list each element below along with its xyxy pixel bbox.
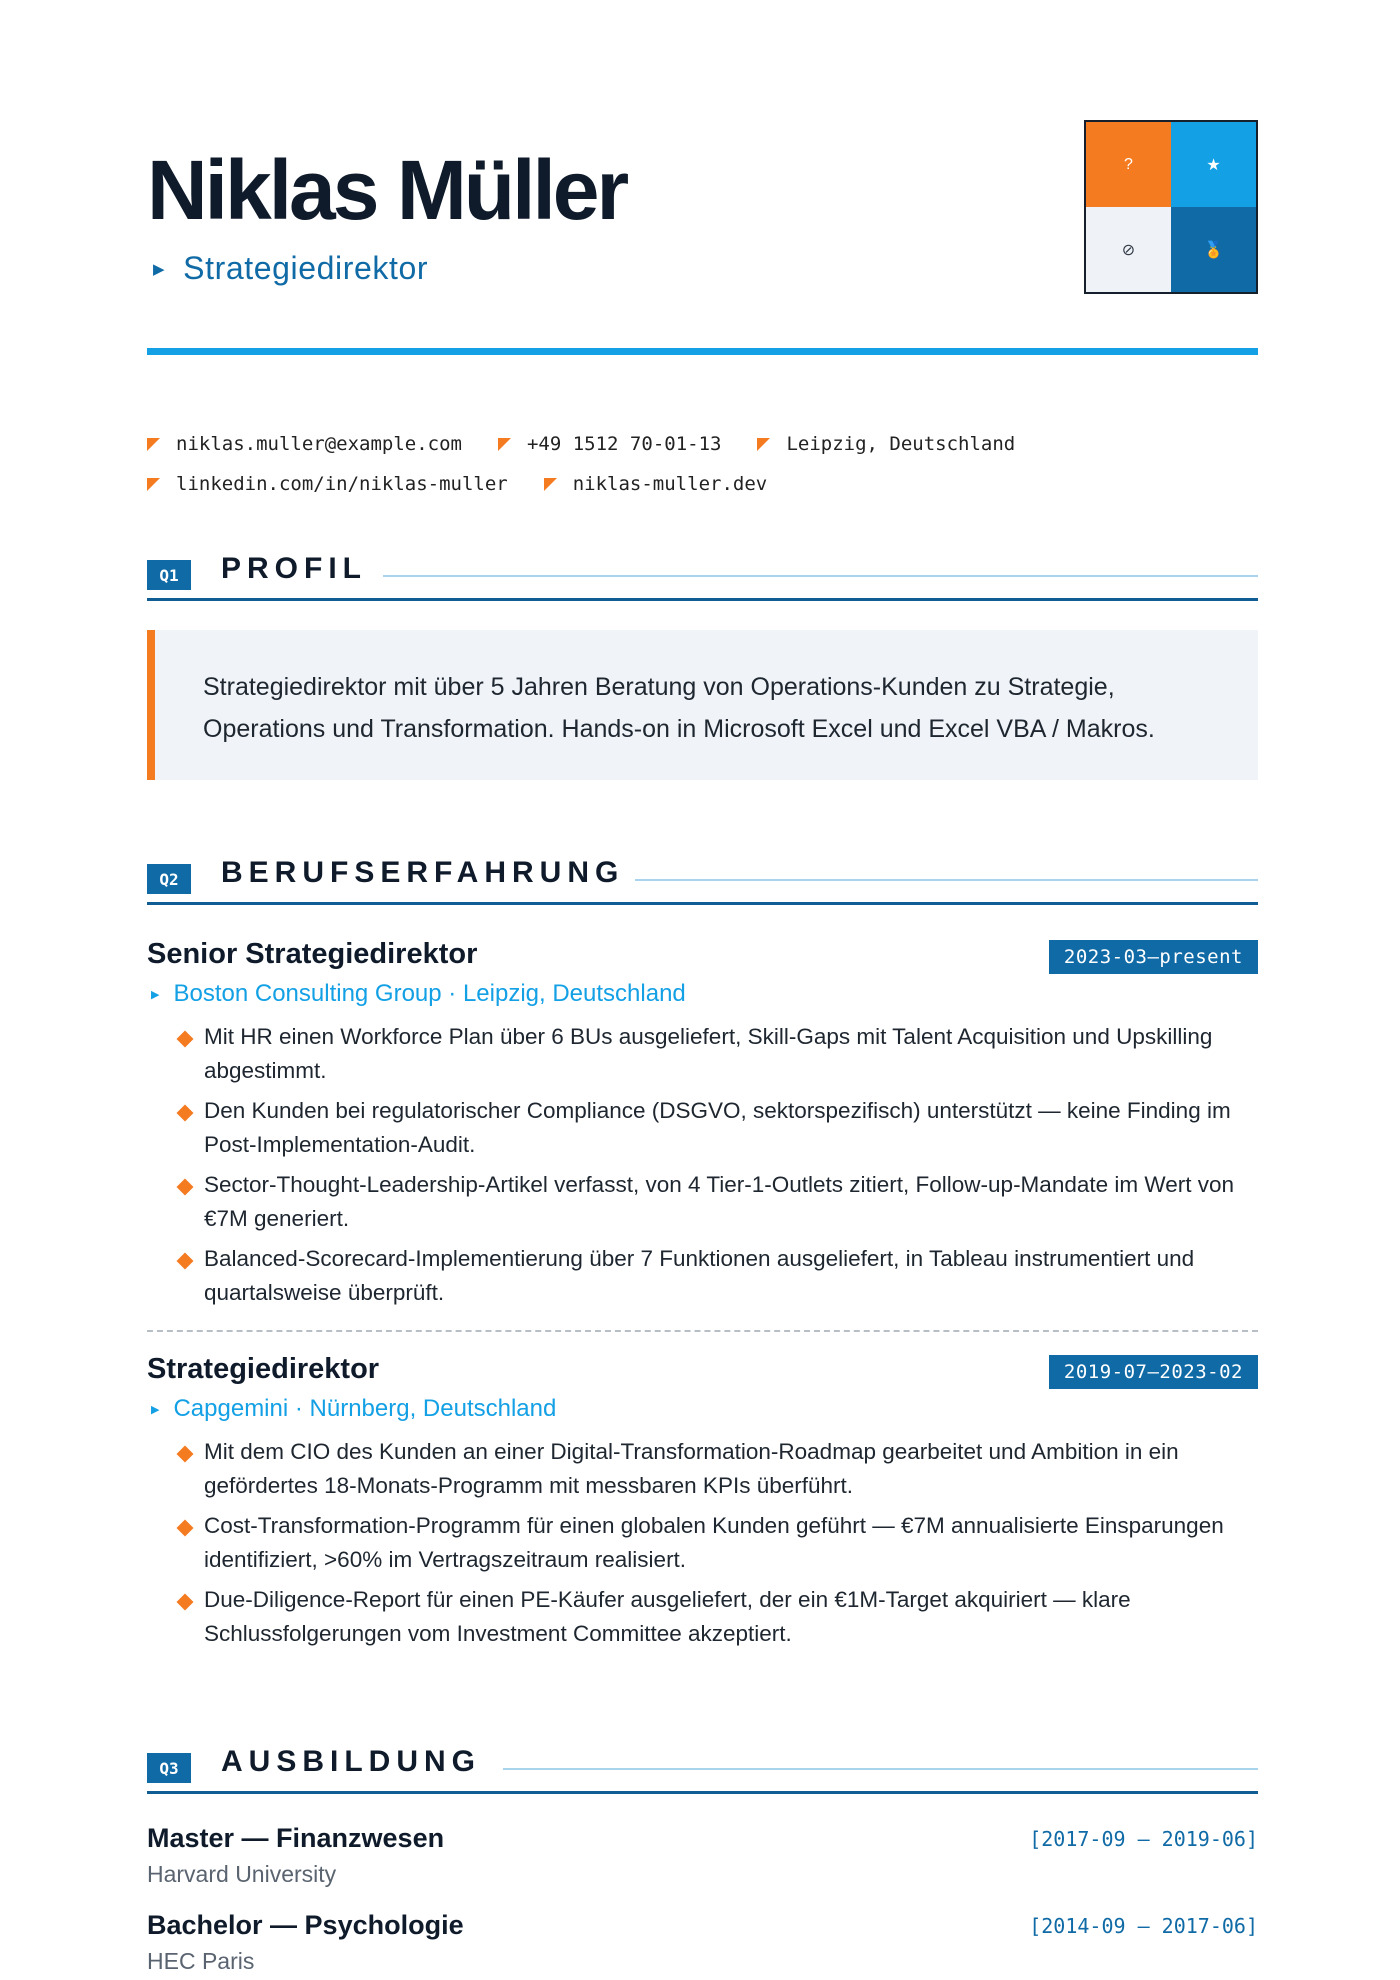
section-rule: [147, 902, 1258, 905]
role-label: Strategiedirektor: [183, 250, 429, 286]
question-icon: ?: [1086, 122, 1171, 207]
section-rule: [147, 598, 1258, 601]
bullet-text: Due-Diligence-Report für einen PE-Käufer ausgeliefert, der ein €1M-Target akquiriert — klare Schlussfolgerungen vom Investment Committee akzeptiert.: [204, 1587, 1131, 1646]
medal-icon: 🏅: [1171, 207, 1256, 292]
section-title: AUSBILDUNG: [221, 1745, 481, 1778]
list-item: [147, 1509, 1258, 1577]
flag-icon: [544, 478, 557, 491]
contact-info: [147, 424, 1051, 504]
job-company: [147, 980, 686, 1008]
education-entry: [147, 1910, 1258, 1980]
job-bullets: [147, 1020, 1258, 1316]
section-thin-rule: [635, 879, 1258, 881]
section-number: Q3: [147, 1753, 191, 1783]
triangle-icon: ▶: [153, 260, 166, 278]
flag-icon: [757, 438, 770, 451]
diamond-icon: [177, 1105, 194, 1122]
company-text: Boston Consulting Group · Leipzig, Deutschland: [173, 980, 686, 1007]
list-item: [147, 1583, 1258, 1651]
job-company: [147, 1395, 556, 1423]
diamond-icon: [177, 1179, 194, 1196]
job-bullets: [147, 1435, 1258, 1657]
school-name: Harvard University: [147, 1861, 337, 1887]
degree-title: Master — Finanzwesen: [147, 1823, 445, 1853]
bullet-text: Balanced-Scorecard-Implementierung über 7 Funktionen ausgeliefert, in Tableau instrumentiert und quartalsweise überprüft.: [204, 1246, 1195, 1305]
section-header-profile: [147, 550, 1258, 600]
job-divider: [147, 1330, 1258, 1332]
list-item: [147, 1242, 1258, 1310]
section-title: PROFIL: [221, 552, 367, 585]
diamond-icon: [177, 1520, 194, 1537]
section-header-experience: [147, 854, 1258, 904]
section-number: Q2: [147, 864, 191, 894]
list-item: [147, 1020, 1258, 1088]
diamond-icon: [177, 1253, 194, 1270]
linkedin-text: linkedin.com/in/niklas-muller: [176, 473, 508, 495]
triangle-icon: ▶: [151, 1403, 160, 1416]
degree-title: Bachelor — Psychologie: [147, 1910, 464, 1940]
contact-website[interactable]: [544, 473, 767, 495]
education-dates: [2014-09 – 2017-06]: [1029, 1914, 1258, 1938]
contact-row: [147, 464, 1051, 504]
job-title: Senior Strategiedirektor: [147, 938, 478, 970]
star-icon: ★: [1171, 122, 1256, 207]
contact-row: [147, 424, 1051, 464]
bullet-text: Cost-Transformation-Programm für einen globalen Kunden geführt — €7M annualisierte Einsparungen identifiziert, >60% im Vertragszeitraum realisiert.: [204, 1513, 1224, 1572]
website-text: niklas-muller.dev: [572, 473, 768, 495]
section-title: BERUFSERFAHRUNG: [221, 856, 625, 889]
bullet-text: Den Kunden bei regulatorischer Compliance (DSGVO, sektorspezifisch) unterstützt — keine Finding im Post-Implementation-Audit.: [204, 1098, 1231, 1157]
job-dates: 2023-03—present: [1049, 940, 1258, 974]
triangle-icon: ▶: [151, 988, 160, 1001]
flag-icon: [498, 438, 511, 451]
blocked-icon: ⊘: [1086, 207, 1171, 292]
section-rule: [147, 1791, 1258, 1794]
contact-linkedin[interactable]: [147, 473, 508, 495]
diamond-icon: [177, 1446, 194, 1463]
education-dates: [2017-09 – 2019-06]: [1029, 1827, 1258, 1851]
candidate-role: [147, 250, 428, 287]
company-text: Capgemini · Nürnberg, Deutschland: [173, 1395, 557, 1422]
job-title: Strategiedirektor: [147, 1353, 380, 1385]
education-entry: [147, 1823, 1258, 1893]
diamond-icon: [177, 1594, 194, 1611]
email-text: niklas.muller@example.com: [176, 433, 462, 455]
list-item: [147, 1094, 1258, 1162]
bullet-text: Mit dem CIO des Kunden an einer Digital-Transformation-Roadmap gearbeitet und Ambition in ein gefördertes 18-Monats-Programm mit messbaren KPIs überführt.: [204, 1439, 1179, 1498]
location-text: Leipzig, Deutschland: [786, 433, 1016, 455]
contact-phone[interactable]: [498, 433, 721, 455]
candidate-name: Niklas Müller: [147, 143, 627, 237]
avatar-badge: [1084, 120, 1258, 294]
list-item: [147, 1168, 1258, 1236]
contact-location: [757, 433, 1015, 455]
flag-icon: [147, 478, 160, 491]
header-divider: [147, 348, 1258, 355]
section-header-education: [147, 1743, 1258, 1793]
job-dates: 2019-07—2023-02: [1049, 1355, 1258, 1389]
bullet-text: Mit HR einen Workforce Plan über 6 BUs ausgeliefert, Skill-Gaps mit Talent Acquisition und Upskilling abgestimmt.: [204, 1024, 1213, 1083]
flag-icon: [147, 438, 160, 451]
school-name: HEC Paris: [147, 1948, 255, 1974]
diamond-icon: [177, 1031, 194, 1048]
profile-summary: Strategiedirektor mit über 5 Jahren Beratung von Operations-Kunden zu Strategie, Operations und Transformation. Hands-on in Microsoft Excel und Excel VBA / Makros.: [147, 630, 1258, 780]
section-thin-rule: [383, 575, 1258, 577]
section-number: Q1: [147, 560, 191, 590]
bullet-text: Sector-Thought-Leadership-Artikel verfasst, von 4 Tier-1-Outlets zitiert, Follow-up-Mandate im Wert von €7M generiert.: [204, 1172, 1234, 1231]
phone-text: +49 1512 70-01-13: [526, 433, 722, 455]
list-item: [147, 1435, 1258, 1503]
contact-email[interactable]: [147, 433, 462, 455]
section-thin-rule: [503, 1768, 1258, 1770]
